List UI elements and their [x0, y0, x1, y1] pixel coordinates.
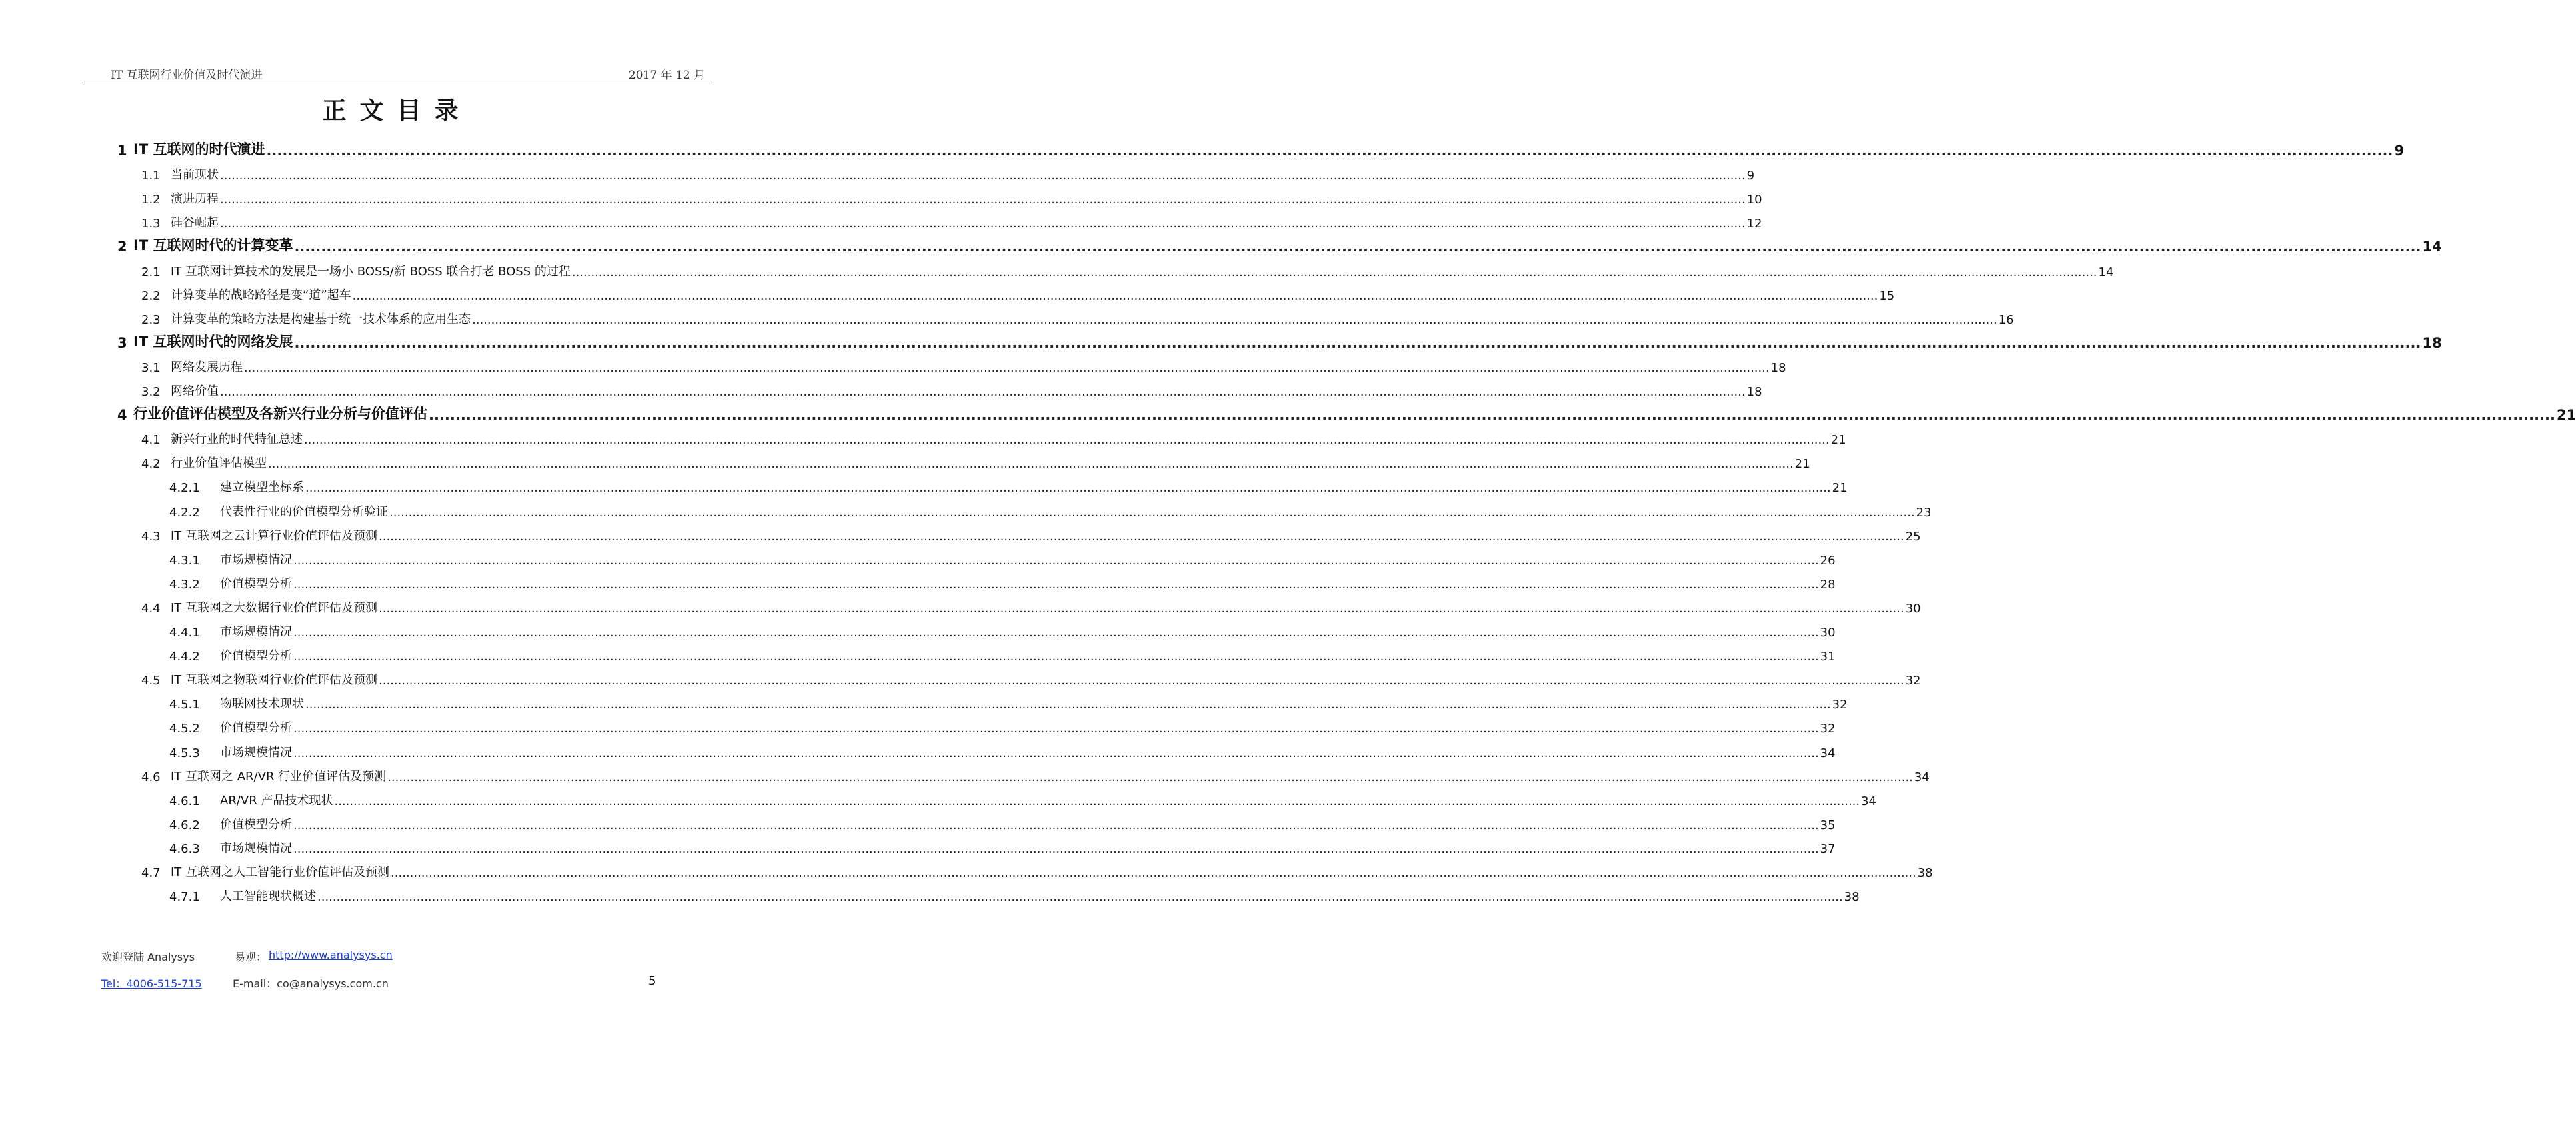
toc-entry[interactable] — [117, 524, 1921, 544]
toc-entry[interactable] — [117, 283, 1895, 303]
toc-entry-title: 网络发展历程 — [171, 360, 243, 374]
toc-entry-page: 12 — [1746, 217, 1762, 231]
toc-dot-leader: ................................................................................................................................................................................................................................................................................................................................................................................................................ — [305, 481, 1831, 496]
toc-entry-number: 3.1 — [141, 360, 161, 375]
toc-dot-leader: ................................................................................................................................................................................................................................................................................................................................................................................................................ — [472, 312, 1997, 327]
footer-tel-link[interactable]: Tel：4006-515-715 — [101, 977, 202, 990]
toc-entry-title: IT 互联网时代的计算变革 — [133, 237, 293, 254]
header-date: 2017 年 12 月 — [628, 69, 705, 82]
toc-entry-number: 4.4.2 — [169, 650, 200, 664]
toc-dot-leader: ................................................................................................................................................................................................................................................................................................................................................................................................................ — [220, 385, 1746, 399]
toc-dot-leader: ................................................................................................................................................................................................................................................................................................................................................................................................................ — [294, 334, 2421, 351]
toc-entry-page: 30 — [1905, 601, 1921, 616]
toc-entry-number: 1 — [117, 143, 127, 159]
toc-entry-number: 4.5.1 — [169, 698, 200, 712]
footer-url-link[interactable]: http://www.analysys.cn — [269, 949, 393, 961]
toc-entry-page: 32 — [1832, 698, 1848, 712]
toc-entry-number: 3 — [117, 334, 127, 351]
toc-entry-title: IT 互联网之云计算行业价值评估及预测 — [171, 528, 378, 543]
toc-entry-title: 演进历程 — [171, 192, 219, 207]
toc-entry[interactable] — [117, 475, 1848, 496]
toc-entry-page: 9 — [2394, 143, 2405, 159]
toc-entry[interactable] — [117, 716, 1836, 736]
toc-entry-title: 价值模型分析 — [220, 649, 292, 664]
toc-entry-title: 计算变革的策略方法是构建基于统一技术体系的应用生态 — [171, 312, 471, 326]
toc-entry-title: IT 互联网之物联网行业价值评估及预测 — [171, 673, 378, 688]
toc-entry-page: 32 — [1905, 674, 1921, 688]
toc-entry-page: 38 — [1917, 866, 1933, 880]
toc-entry-number: 4.6 — [141, 770, 161, 784]
toc-entry-title: 行业价值评估模型及各新兴行业分析与价值评估 — [133, 406, 427, 422]
toc-dot-leader: ................................................................................................................................................................................................................................................................................................................................................................................................................ — [571, 265, 2097, 279]
toc-entry[interactable] — [117, 139, 2405, 159]
toc-entry-title: 价值模型分析 — [220, 576, 292, 591]
toc-entry-title: 市场规模情况 — [220, 745, 292, 760]
toc-entry-page: 35 — [1820, 818, 1836, 832]
toc-entry[interactable] — [117, 596, 1921, 616]
toc-entry-title: 人工智能现状概述 — [220, 889, 316, 904]
toc-entry[interactable] — [117, 355, 1786, 375]
toc-dot-leader: ................................................................................................................................................................................................................................................................................................................................................................................................................ — [293, 842, 1819, 856]
toc-entry-number: 4.1 — [141, 433, 161, 448]
toc-entry-page: 25 — [1905, 529, 1921, 544]
toc-entry-title: 代表性行业的价值模型分析验证 — [220, 504, 388, 519]
toc-dot-leader: ................................................................................................................................................................................................................................................................................................................................................................................................................ — [294, 239, 2421, 255]
toc-entry-title: IT 互联网的时代演进 — [133, 141, 265, 157]
toc-entry-page: 21 — [1794, 457, 1810, 472]
toc-dot-leader: ................................................................................................................................................................................................................................................................................................................................................................................................................ — [391, 866, 1916, 880]
toc-entry-number: 4.7 — [141, 866, 161, 880]
toc-entry-number: 2.3 — [141, 312, 161, 327]
toc-entry-title: 新兴行业的时代特征总述 — [171, 432, 303, 447]
toc-dot-leader: ................................................................................................................................................................................................................................................................................................................................................................................................................ — [220, 169, 1746, 183]
toc-entry-title: 物联网技术现状 — [220, 697, 304, 712]
toc-entry[interactable] — [117, 379, 1762, 399]
toc-entry-page: 23 — [1916, 505, 1932, 520]
toc-dot-leader: ................................................................................................................................................................................................................................................................................................................................................................................................................ — [293, 746, 1819, 760]
toc-entry[interactable] — [117, 836, 1836, 856]
toc-dot-leader: ................................................................................................................................................................................................................................................................................................................................................................................................................ — [429, 407, 2556, 424]
toc-dot-leader: ................................................................................................................................................................................................................................................................................................................................................................................................................ — [352, 288, 1878, 303]
toc-entry[interactable] — [117, 235, 2442, 255]
toc-entry-number: 4.3.1 — [169, 553, 200, 568]
toc-entry[interactable] — [117, 307, 2014, 327]
toc-entry-page: 26 — [1820, 553, 1836, 568]
toc-entry[interactable] — [117, 692, 1848, 712]
toc-entry-number: 4.5.3 — [169, 746, 200, 760]
toc-entry-title: AR/VR 产品技术现状 — [220, 793, 333, 808]
toc-dot-leader: ................................................................................................................................................................................................................................................................................................................................................................................................................ — [293, 553, 1819, 568]
toc-entry[interactable] — [117, 572, 1836, 592]
toc-dot-leader: ................................................................................................................................................................................................................................................................................................................................................................................................................ — [334, 794, 1860, 808]
toc-entry-page: 21 — [1832, 481, 1848, 496]
toc-entry-title: 行业价值评估模型 — [171, 456, 267, 471]
toc-entry-page: 16 — [1998, 312, 2014, 327]
toc-dot-leader: ................................................................................................................................................................................................................................................................................................................................................................................................................ — [379, 674, 1904, 688]
toc-entry-number: 4 — [117, 407, 127, 424]
toc-entry-number: 4.3 — [141, 529, 161, 544]
header-title: IT 互联网行业价值及时代演进 — [111, 69, 263, 82]
toc-entry-page: 18 — [1746, 385, 1762, 399]
toc-entry-title: IT 互联网之大数据行业价值评估及预测 — [171, 600, 378, 615]
toc-entry-page: 37 — [1820, 842, 1836, 856]
toc-entry[interactable] — [117, 788, 1877, 808]
toc-entry[interactable] — [117, 644, 1836, 664]
toc-entry[interactable] — [117, 427, 1846, 448]
toc-dot-leader: ................................................................................................................................................................................................................................................................................................................................................................................................................ — [293, 722, 1819, 736]
toc-entry[interactable] — [117, 403, 2576, 424]
toc-entry[interactable] — [117, 259, 2114, 279]
toc-entry-number: 4.5.2 — [169, 722, 200, 736]
toc-entry[interactable] — [117, 812, 1836, 832]
toc-entry-page: 18 — [2422, 334, 2442, 351]
toc-entry-number: 4.4.1 — [169, 626, 200, 640]
toc-entry-number: 1.1 — [141, 169, 161, 183]
toc-entry-page: 34 — [1820, 746, 1836, 760]
page-header — [84, 65, 712, 83]
toc-entry-page: 31 — [1820, 650, 1836, 664]
toc-entry-title: 市场规模情况 — [220, 841, 292, 855]
toc-entry-title: IT 互联网之 AR/VR 行业价值评估及预测 — [171, 769, 387, 784]
toc-entry-number: 4.6.2 — [169, 818, 200, 832]
footer-welcome: 欢迎登陆 Analysys — [101, 951, 195, 963]
toc-entry-title: 硅谷崛起 — [171, 216, 219, 231]
toc-entry-title: 价值模型分析 — [220, 721, 292, 736]
toc-entry[interactable] — [117, 331, 2442, 351]
toc-entry[interactable] — [117, 451, 1810, 472]
toc-dot-leader: ................................................................................................................................................................................................................................................................................................................................................................................................................ — [387, 770, 1913, 784]
toc-entry-page: 34 — [1914, 770, 1930, 784]
toc-entry[interactable] — [117, 187, 1762, 207]
toc-entry-number: 1.3 — [141, 217, 161, 231]
toc-entry-number: 4.6.3 — [169, 842, 200, 856]
toc-entry-number: 1.2 — [141, 193, 161, 207]
toc-dot-leader: ................................................................................................................................................................................................................................................................................................................................................................................................................ — [305, 698, 1831, 712]
toc-entry-title: 当前现状 — [171, 168, 219, 183]
toc-dot-leader: ................................................................................................................................................................................................................................................................................................................................................................................................................ — [293, 650, 1819, 664]
toc-entry-page: 21 — [1830, 433, 1846, 448]
footer-email: E-mail：co@analysys.com.cn — [233, 977, 389, 990]
toc-entry-title: 价值模型分析 — [220, 817, 292, 832]
toc-entry-page: 34 — [1861, 794, 1877, 808]
toc-entry-page: 18 — [1770, 360, 1786, 375]
toc-entry-number: 4.2.1 — [169, 481, 200, 496]
toc-entry-number: 2.1 — [141, 265, 161, 279]
toc-entry-title: IT 互联网时代的网络发展 — [133, 333, 293, 350]
toc-entry-number: 4.7.1 — [169, 890, 200, 905]
toc-entry-page: 32 — [1820, 722, 1836, 736]
toc-dot-leader: ................................................................................................................................................................................................................................................................................................................................................................................................................ — [293, 818, 1819, 832]
toc-entry[interactable] — [117, 211, 1762, 231]
toc-entry-page: 30 — [1820, 626, 1836, 640]
toc-dot-leader: ................................................................................................................................................................................................................................................................................................................................................................................................................ — [220, 193, 1746, 207]
toc-dot-leader: ................................................................................................................................................................................................................................................................................................................................................................................................................ — [389, 505, 1915, 520]
toc-entry[interactable] — [117, 500, 1932, 520]
toc-entry-number: 3.2 — [141, 385, 161, 399]
toc-dot-leader: ................................................................................................................................................................................................................................................................................................................................................................................................................ — [244, 360, 1770, 375]
toc-entry-title: 网络价值 — [171, 384, 219, 398]
toc-entry-title: 市场规模情况 — [220, 625, 292, 639]
toc-entry-number: 2 — [117, 239, 127, 255]
toc-entry-page: 21 — [2557, 407, 2576, 424]
toc-entry[interactable] — [117, 548, 1836, 568]
toc-dot-leader: ................................................................................................................................................................................................................................................................................................................................................................................................................ — [268, 457, 1794, 472]
footer-yiguan-label: 易观： — [235, 951, 267, 963]
toc-entry-number: 4.3.2 — [169, 577, 200, 592]
toc-entry[interactable] — [117, 163, 1755, 183]
toc-entry-title: 建立模型坐标系 — [220, 480, 304, 495]
toc-entry-number: 2.2 — [141, 288, 161, 303]
toc-entry[interactable] — [117, 668, 1921, 688]
toc-dot-leader: ................................................................................................................................................................................................................................................................................................................................................................................................................ — [379, 601, 1904, 616]
toc-entry-title: IT 互联网计算技术的发展是一场小 BOSS/新 BOSS 联合打老 BOSS 的过程 — [171, 264, 571, 279]
toc-entry-title: 市场规模情况 — [220, 552, 292, 567]
page-title: 正文目录 — [322, 97, 472, 125]
toc-entry-page: 14 — [2422, 239, 2442, 255]
toc-dot-leader: ................................................................................................................................................................................................................................................................................................................................................................................................................ — [266, 143, 2393, 159]
toc-entry-page: 9 — [1746, 169, 1755, 183]
toc-entry-page: 38 — [1844, 890, 1860, 905]
toc-entry-page: 14 — [2098, 265, 2114, 279]
toc-dot-leader: ................................................................................................................................................................................................................................................................................................................................................................................................................ — [379, 529, 1904, 544]
footer-page-number: 5 — [648, 974, 656, 988]
toc-dot-leader: ................................................................................................................................................................................................................................................................................................................................................................................................................ — [317, 890, 1843, 905]
toc-entry-number: 4.2.2 — [169, 505, 200, 520]
toc-dot-leader: ................................................................................................................................................................................................................................................................................................................................................................................................................ — [293, 577, 1819, 592]
toc-entry[interactable] — [117, 740, 1836, 760]
toc-dot-leader: ................................................................................................................................................................................................................................................................................................................................................................................................................ — [304, 433, 1830, 448]
toc-entry-title: 计算变革的战略路径是变“道”超车 — [171, 288, 351, 302]
toc-entry[interactable] — [117, 860, 1933, 880]
toc-entry[interactable] — [117, 884, 1860, 905]
toc-entry-number: 4.5 — [141, 674, 161, 688]
toc-entry-title: IT 互联网之人工智能行业价值评估及预测 — [171, 865, 390, 879]
toc-entry-page: 10 — [1746, 193, 1762, 207]
toc-dot-leader: ................................................................................................................................................................................................................................................................................................................................................................................................................ — [293, 626, 1819, 640]
toc-entry-page: 15 — [1879, 288, 1895, 303]
toc-entry-page: 28 — [1820, 577, 1836, 592]
toc-dot-leader: ................................................................................................................................................................................................................................................................................................................................................................................................................ — [220, 217, 1746, 231]
toc-entry-number: 4.6.1 — [169, 794, 200, 808]
toc-entry[interactable] — [117, 764, 1930, 784]
toc-entry-number: 4.2 — [141, 457, 161, 472]
toc-entry[interactable] — [117, 620, 1836, 640]
toc-entry-number: 4.4 — [141, 601, 161, 616]
